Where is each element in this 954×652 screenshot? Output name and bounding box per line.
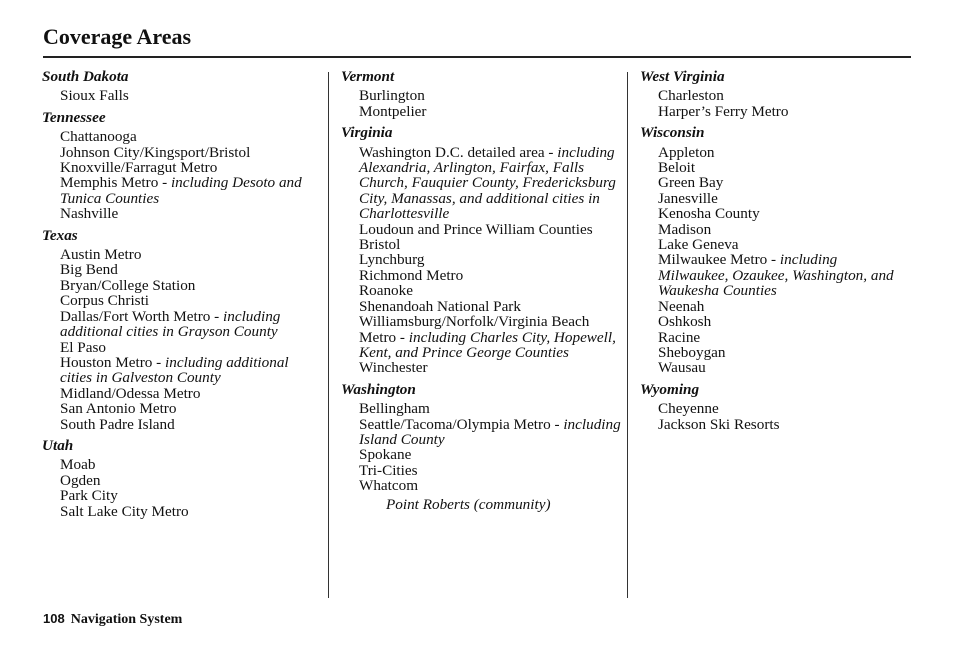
coverage-item <box>658 191 910 206</box>
coverage-item <box>658 237 910 252</box>
coverage-item <box>359 360 621 375</box>
coverage-item <box>658 360 910 375</box>
coverage-item <box>658 401 910 416</box>
city-name: Williamsburg/Norfolk/Virginia Beach Metro - <box>359 313 590 346</box>
coverage-item <box>658 330 910 345</box>
city-name: Whatcom <box>359 477 419 495</box>
city-name: Washington D.C. detailed area - <box>359 143 558 161</box>
city-name: Corpus Christi <box>60 292 150 310</box>
coverage-item <box>60 417 322 432</box>
coverage-item <box>60 473 322 488</box>
city-name: Harper’s Ferry Metro <box>658 102 789 120</box>
state-heading: Tennessee <box>42 108 106 126</box>
coverage-item <box>658 252 910 298</box>
coverage-item <box>60 309 322 340</box>
coverage-item <box>658 222 910 237</box>
coverage-item <box>60 401 322 416</box>
city-name: Park City <box>60 487 118 505</box>
title-rule <box>43 56 911 58</box>
coverage-note: including Alexandria, Arlington, Fairfax, Falls Church, Fauquier County, Fredericksburg City, Manassas, and additional cities in Charlottesville <box>359 143 616 223</box>
coverage-note: including Island County <box>359 415 621 448</box>
city-name: Montpelier <box>359 102 427 120</box>
coverage-item <box>658 160 910 175</box>
coverage-item <box>359 417 621 448</box>
coverage-note: including additional cities in Grayson County <box>60 307 281 341</box>
coverage-item <box>60 278 322 293</box>
coverage-item <box>359 252 621 267</box>
coverage-item <box>60 247 322 262</box>
city-name: Winchester <box>359 359 428 377</box>
coverage-item <box>359 88 621 103</box>
state-heading: West Virginia <box>640 68 725 85</box>
city-name: Beloit <box>658 159 696 177</box>
city-name: Roanoke <box>359 282 413 300</box>
coverage-item <box>359 299 621 314</box>
city-name: Lynchburg <box>359 251 425 269</box>
city-name: Bristol <box>359 236 401 254</box>
column-2 <box>341 69 621 512</box>
city-name: Knoxville/Farragut Metro <box>60 159 218 177</box>
column-divider <box>328 72 329 598</box>
city-name: Oshkosh <box>658 313 712 331</box>
coverage-item <box>60 88 322 103</box>
coverage-item <box>60 206 322 221</box>
coverage-item <box>658 88 910 103</box>
city-name: Richmond Metro <box>359 266 464 284</box>
page-footer <box>43 611 182 628</box>
city-name: Lake Geneva <box>658 236 739 254</box>
coverage-item <box>658 417 910 432</box>
state-heading: Vermont <box>341 68 395 85</box>
city-name: Tri-Cities <box>359 461 418 479</box>
coverage-note: including additional cities in Galveston County <box>60 353 289 387</box>
page-number: 108 <box>43 611 65 626</box>
column-divider <box>627 72 628 598</box>
coverage-item <box>60 129 322 144</box>
coverage-item <box>658 175 910 190</box>
city-name: Memphis Metro - <box>60 174 171 192</box>
coverage-item <box>60 488 322 503</box>
state-heading: Utah <box>42 436 74 454</box>
city-name: Milwaukee Metro - <box>658 251 780 269</box>
city-name: Green Bay <box>658 174 724 192</box>
city-name: Houston Metro - <box>60 353 166 371</box>
coverage-item <box>60 355 322 386</box>
state-heading: Texas <box>42 226 78 244</box>
city-name: Dallas/Fort Worth Metro - <box>60 307 224 325</box>
coverage-item <box>359 447 621 462</box>
city-name: Jackson Ski Resorts <box>658 415 780 433</box>
city-name: Bellingham <box>359 400 430 418</box>
coverage-item <box>60 160 322 175</box>
coverage-item <box>60 340 322 355</box>
city-name: Seattle/Tacoma/Olympia Metro - <box>359 415 564 433</box>
coverage-note: including Charles City, Hopewell, Kent, and Prince George Counties <box>359 328 616 361</box>
city-name: Sheboygan <box>658 343 726 361</box>
coverage-item <box>60 504 322 519</box>
coverage-item <box>359 283 621 298</box>
city-name: Salt Lake City Metro <box>60 502 189 520</box>
city-name: Janesville <box>658 189 718 207</box>
coverage-item <box>60 293 322 308</box>
city-name: San Antonio Metro <box>60 400 177 418</box>
coverage-item <box>359 314 621 360</box>
city-name: Ogden <box>60 471 101 489</box>
coverage-item <box>60 145 322 160</box>
city-name: Moab <box>60 456 96 474</box>
coverage-item <box>359 478 621 493</box>
city-name: Cheyenne <box>658 400 719 418</box>
coverage-item <box>359 237 621 252</box>
city-name: Austin Metro <box>60 246 142 264</box>
coverage-item <box>658 104 910 119</box>
city-name: Midland/Odessa Metro <box>60 384 201 402</box>
city-name: South Padre Island <box>60 415 175 433</box>
city-name: Kenosha County <box>658 205 760 223</box>
city-name: Chattanooga <box>60 128 137 146</box>
coverage-item <box>359 463 621 478</box>
coverage-item <box>658 345 910 360</box>
city-name: Neenah <box>658 297 705 315</box>
state-heading: Wyoming <box>640 380 700 398</box>
coverage-item <box>60 457 322 472</box>
state-heading: Virginia <box>341 124 393 142</box>
coverage-item <box>658 314 910 329</box>
column-1 <box>42 69 322 519</box>
city-name: Big Bend <box>60 261 118 279</box>
footer-section: Navigation System <box>70 612 183 627</box>
city-name: Charleston <box>658 87 724 105</box>
coverage-note: including Milwaukee, Ozaukee, Washington, and Waukesha Counties <box>658 251 894 300</box>
page-title: Coverage Areas <box>43 24 192 49</box>
city-name: El Paso <box>60 338 106 356</box>
coverage-item <box>359 222 621 237</box>
city-name: Loudoun and Prince William Counties <box>359 220 593 238</box>
state-heading: Wisconsin <box>640 124 705 142</box>
city-name: Burlington <box>359 87 425 105</box>
sub-area: Point Roberts (community) <box>386 495 551 513</box>
city-name: Sioux Falls <box>60 87 129 105</box>
coverage-item <box>60 386 322 401</box>
city-name: Racine <box>658 328 701 346</box>
city-name: Johnson City/Kingsport/Bristol <box>60 143 251 161</box>
coverage-item <box>359 145 621 222</box>
coverage-item <box>60 262 322 277</box>
city-name: Madison <box>658 220 712 238</box>
city-name: Bryan/College Station <box>60 276 196 294</box>
coverage-note: including Desoto and Tunica Counties <box>60 174 302 207</box>
city-name: Wausau <box>658 359 706 377</box>
coverage-item <box>359 104 621 119</box>
city-name: Appleton <box>658 143 715 161</box>
coverage-item <box>359 268 621 283</box>
city-name: Nashville <box>60 205 119 223</box>
coverage-item <box>658 145 910 160</box>
column-3 <box>640 69 910 432</box>
coverage-item <box>359 401 621 416</box>
city-name: Shenandoah National Park <box>359 297 521 315</box>
state-heading: Washington <box>341 380 416 398</box>
coverage-item <box>658 206 910 221</box>
city-name: Spokane <box>359 446 412 464</box>
coverage-item <box>658 299 910 314</box>
coverage-item <box>60 175 322 206</box>
state-heading: South Dakota <box>42 68 129 85</box>
